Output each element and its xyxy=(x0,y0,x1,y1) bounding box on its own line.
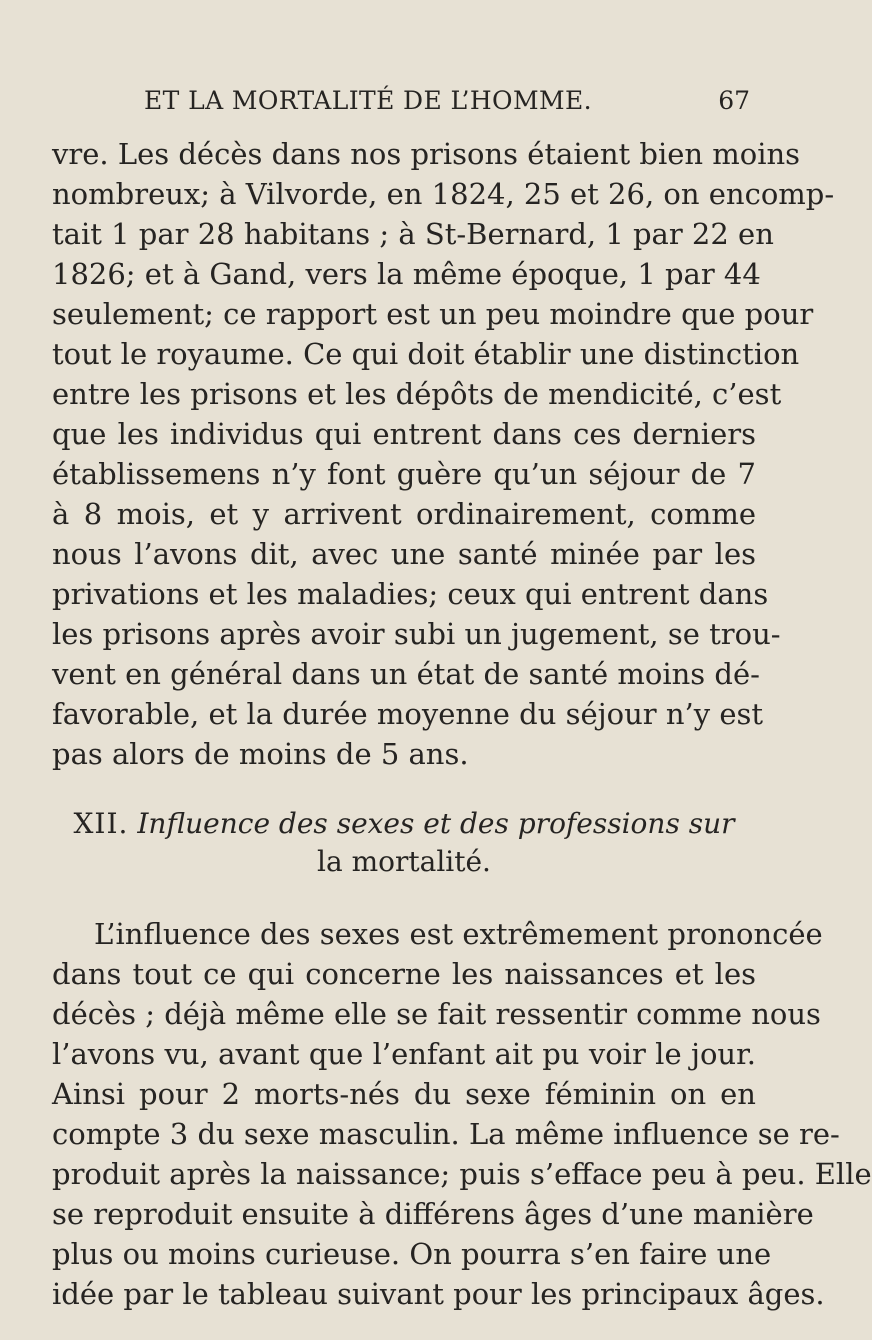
text-line: idée par le tableau suivant pour les principaux âges. xyxy=(52,1277,825,1311)
text-line: compte 3 du sexe masculin. La même influence se re- xyxy=(52,1117,840,1151)
text-line: privations et les maladies; ceux qui entrent dans xyxy=(52,577,769,611)
text-line: vre. Les décès dans nos prisons étaient bien moins xyxy=(52,137,801,171)
section-heading-line-1 xyxy=(52,804,756,844)
text-line: se reproduit ensuite à différens âges d’une manière xyxy=(52,1197,814,1231)
text-line: entre les prisons et les dépôts de mendicité, c’est xyxy=(52,377,782,411)
text-line: établissemens n’y font guère qu’un séjour de 7 xyxy=(52,457,756,491)
text-line: à 8 mois, et y arrivent ordinairement, comme xyxy=(52,497,756,531)
text-line: tait 1 par 28 habitans ; à St-Bernard, 1 par 22 en xyxy=(52,217,774,251)
text-line: que les individus qui entrent dans ces derniers xyxy=(52,417,756,451)
text-line: l’avons vu, avant que l’enfant ait pu voir le jour. xyxy=(52,1037,756,1071)
running-title: ET LA MORTALITÉ DE L’HOMME. xyxy=(144,86,592,115)
text-line: produit après la naissance; puis s’efface peu à peu. Elle xyxy=(52,1157,872,1191)
section-title: Influence des sexes et des professions sur xyxy=(137,807,735,840)
text-line: L’influence des sexes est extrêmement prononcée xyxy=(94,917,823,951)
text-line: vent en général dans un état de santé moins dé- xyxy=(52,657,760,691)
text-line: seulement; ce rapport est un peu moindre que pour xyxy=(52,297,814,331)
text-line: nous l’avons dit, avec une santé minée par les xyxy=(52,537,756,571)
text-line: 1826; et à Gand, vers la même époque, 1 par 44 xyxy=(52,257,761,291)
text-line: décès ; déjà même elle se fait ressentir comme nous xyxy=(52,997,821,1031)
text-line: pas alors de moins de 5 ans. xyxy=(52,737,469,771)
text-line: plus ou moins curieuse. On pourra s’en faire une xyxy=(52,1237,772,1271)
running-head xyxy=(60,80,760,120)
text-line: Ainsi pour 2 morts-nés du sexe féminin on en xyxy=(52,1077,756,1111)
page-number: 67 xyxy=(718,86,750,115)
text-line: les prisons après avoir subi un jugement, se trou- xyxy=(52,617,781,651)
text-line: dans tout ce qui concerne les naissances et les xyxy=(52,957,756,991)
text-line: nombreux; à Vilvorde, en 1824, 25 et 26, on encomp- xyxy=(52,177,835,211)
section-title-line-2: la mortalité. xyxy=(317,845,491,878)
text-line: tout le royaume. Ce qui doit établir une distinction xyxy=(52,337,800,371)
section-number: XII. xyxy=(73,807,129,840)
text-line: favorable, et la durée moyenne du séjour n’y est xyxy=(52,697,764,731)
